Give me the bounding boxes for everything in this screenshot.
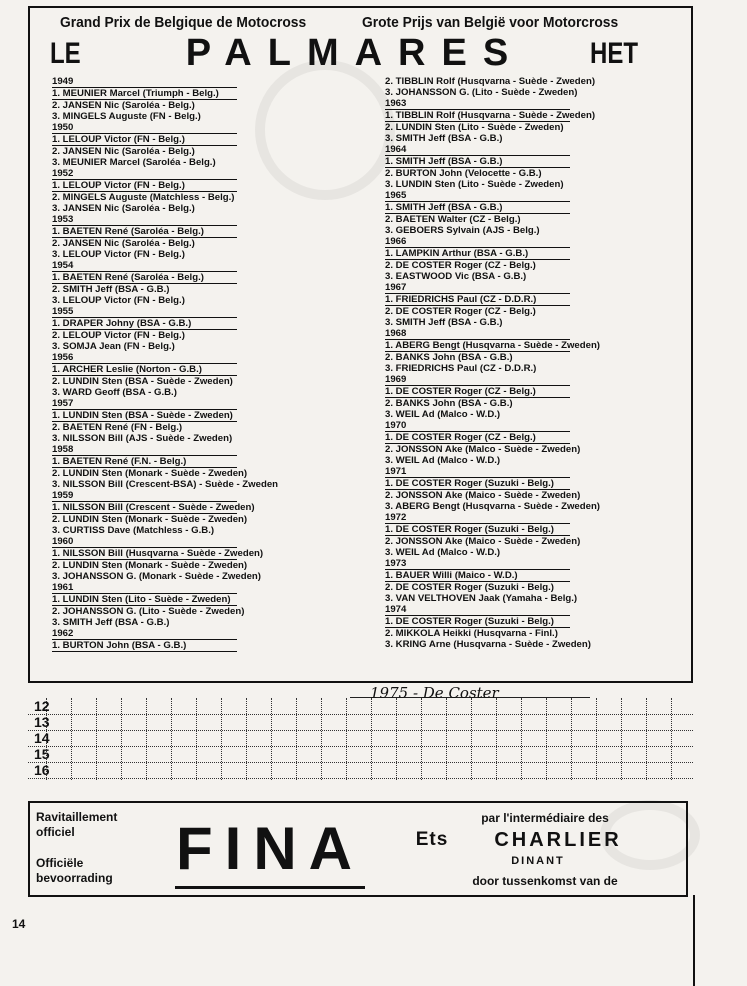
year-heading: 1957 (52, 398, 237, 410)
ad-company-name: CHARLIER (494, 829, 622, 851)
grid-column-line (321, 698, 322, 780)
result-entry: 1. DE COSTER Roger (CZ - Belg.) (385, 386, 570, 398)
result-entry: 1. MEUNIER Marcel (Triumph - Belg.) (52, 88, 237, 100)
grid-column-line (296, 698, 297, 780)
result-entry: 2. LUNDIN Sten (Monark - Suède - Zweden) (52, 514, 248, 525)
result-entry: 2. MINGELS Auguste (Matchless - Belg.) (52, 192, 235, 203)
year-heading: 1958 (52, 444, 237, 456)
result-entry: 2. TIBBLIN Rolf (Husqvarna - Suède - Zweden) (385, 76, 596, 87)
header-dutch-title: Grote Prijs van België voor Motorcross (362, 14, 619, 31)
grid-column-line (246, 698, 247, 780)
grid-column-line (396, 698, 397, 780)
year-heading: 1964 (385, 144, 570, 156)
results-column-left (52, 76, 352, 652)
grid-column-line (546, 698, 547, 780)
grid-column-line (521, 698, 522, 780)
grid-row-number: 13 (34, 714, 50, 730)
result-entry: 2. DE COSTER Roger (CZ - Belg.) (385, 306, 536, 317)
result-entry: 3. EASTWOOD Vic (BSA - G.B.) (385, 271, 527, 282)
result-entry: 1. DE COSTER Roger (Suzuki - Belg.) (385, 616, 570, 628)
result-entry: 1. ARCHER Leslie (Norton - G.B.) (52, 364, 237, 376)
grid-column-line (646, 698, 647, 780)
ad-line-officiel: officiel (36, 825, 75, 839)
result-entry: 1. LUNDIN Sten (Lito - Suède - Zweden) (52, 594, 237, 606)
result-entry: 2. LUNDIN Sten (Monark - Suède - Zweden) (52, 468, 248, 479)
result-entry: 3. WEIL Ad (Malco - W.D.) (385, 455, 501, 466)
grid-column-line (346, 698, 347, 780)
result-entry: 1. LUNDIN Sten (BSA - Suède - Zweden) (52, 410, 237, 422)
year-heading: 1968 (385, 328, 570, 340)
result-entry: 1. BAETEN René (Saroléa - Belg.) (52, 226, 237, 238)
result-entry: 2. JONSSON Ake (Malco - Suède - Zweden) (385, 444, 581, 455)
result-entry: 1. LELOUP Victor (FN - Belg.) (52, 134, 237, 146)
year-heading: 1953 (52, 214, 237, 226)
year-heading: 1966 (385, 236, 570, 248)
grid-row (28, 762, 693, 779)
result-entry: 3. JOHANSSON G. (Monark - Suède - Zweden) (52, 571, 261, 582)
year-heading: 1965 (385, 190, 570, 202)
year-heading: 1974 (385, 604, 570, 616)
result-entry: 2. JANSEN Nic (Saroléa - Belg.) (52, 146, 195, 157)
result-entry: 2. DE COSTER Roger (CZ - Belg.) (385, 260, 536, 271)
result-entry: 1. DE COSTER Roger (Suzuki - Belg.) (385, 524, 570, 536)
header-french-title: Grand Prix de Belgique de Motocross (60, 14, 307, 31)
grid-column-line (146, 698, 147, 780)
year-heading: 1969 (385, 374, 570, 386)
result-entry: 3. NILSSON Bill (Crescent-BSA) - Suède - Zweden (52, 479, 279, 490)
grid-row (28, 746, 693, 763)
grid-row-number: 15 (34, 746, 50, 762)
result-entry: 2. JOHANSSON G. (Lito - Suède - Zweden) (52, 606, 245, 617)
grid-column-line (271, 698, 272, 780)
result-entry: 3. ABERG Bengt (Husqvarna - Suède - Zweden) (385, 501, 600, 512)
result-entry: 2. JANSEN Nic (Saroléa - Belg.) (52, 238, 195, 249)
grid-column-line (596, 698, 597, 780)
year-heading: 1960 (52, 536, 237, 548)
ad-line-ravitaillement: Ravitaillement (36, 810, 118, 824)
result-entry: 3. GEBOERS Sylvain (AJS - Belg.) (385, 225, 540, 236)
result-entry: 3. CURTISS Dave (Matchless - G.B.) (52, 525, 215, 536)
result-entry: 2. JONSSON Ake (Maico - Suède - Zweden) (385, 490, 581, 501)
grid-row (28, 698, 693, 715)
result-entry: 3. KRING Arne (Husqvarna - Suède - Zweden) (385, 639, 591, 650)
grid-row-number: 14 (34, 730, 50, 746)
grid-column-line (46, 698, 47, 780)
result-entry: 3. LUNDIN Sten (Lito - Suède - Zweden) (385, 179, 564, 190)
side-label-het: HET (590, 37, 638, 70)
page-number: 14 (12, 917, 26, 931)
grid-column-line (571, 698, 572, 780)
ad-intermediary-nl: door tussenkomst van de (472, 874, 618, 888)
result-entry: 1. SMITH Jeff (BSA - G.B.) (385, 202, 570, 214)
result-entry: 3. SMITH Jeff (BSA - G.B.) (52, 617, 170, 628)
year-heading: 1952 (52, 168, 237, 180)
result-entry: 1. ABERG Bengt (Husqvarna - Suède - Zweden) (385, 340, 600, 351)
result-entry: 3. JOHANSSON G. (Lito - Suède - Zweden) (385, 87, 578, 98)
result-entry: 1. BAETEN René (Saroléa - Belg.) (52, 272, 237, 284)
result-entry: 3. LELOUP Victor (FN - Belg.) (52, 249, 185, 260)
result-entry: 1. NILSSON Bill (Crescent - Suède - Zweden) (52, 502, 255, 513)
year-heading: 1949 (52, 76, 237, 88)
result-entry: 2. BANKS John (BSA - G.B.) (385, 398, 513, 409)
handwritten-note: 1975 - De Coster (370, 684, 499, 702)
result-entry: 2. JANSEN Nic (Saroléa - Belg.) (52, 100, 195, 111)
grid-column-line (621, 698, 622, 780)
year-heading: 1973 (385, 558, 570, 570)
grid-column-line (421, 698, 422, 780)
result-entry: 2. JONSSON Ake (Maico - Suède - Zweden) (385, 536, 581, 547)
result-entry: 3. MINGELS Auguste (FN - Belg.) (52, 111, 201, 122)
year-heading: 1956 (52, 352, 237, 364)
result-entry: 2. LUNDIN Sten (Lito - Suède - Zweden) (385, 122, 564, 133)
grid-row-number: 16 (34, 762, 50, 778)
year-heading: 1963 (385, 98, 570, 110)
result-entry: 1. TIBBLIN Rolf (Husqvarna - Suède - Zweden) (385, 110, 596, 121)
year-heading: 1950 (52, 122, 237, 134)
side-label-le: LE (50, 37, 81, 70)
margin-rule (693, 895, 695, 986)
grid-column-line (196, 698, 197, 780)
result-entry: 1. BURTON John (BSA - G.B.) (52, 640, 237, 652)
year-heading: 1967 (385, 282, 570, 294)
result-entry: 3. SOMJA Jean (FN - Belg.) (52, 341, 175, 352)
result-entry: 2. LUNDIN Sten (BSA - Suède - Zweden) (52, 376, 233, 387)
result-entry: 2. BANKS John (BSA - G.B.) (385, 352, 513, 363)
results-column-right (385, 76, 685, 650)
year-heading: 1971 (385, 466, 570, 478)
ad-company-city: DINANT (511, 855, 565, 867)
result-entry: 2. BAETEN René (FN - Belg.) (52, 422, 183, 433)
grid-column-line (371, 698, 372, 780)
result-entry: 3. WEIL Ad (Malco - W.D.) (385, 547, 501, 558)
ad-company-prefix: Ets (415, 829, 449, 850)
year-heading: 1962 (52, 628, 237, 640)
year-heading: 1961 (52, 582, 237, 594)
result-entry: 3. NILSSON Bill (AJS - Suède - Zweden) (52, 433, 233, 444)
result-entry: 2. LUNDIN Sten (Monark - Suède - Zweden) (52, 560, 248, 571)
result-entry: 3. SMITH Jeff (BSA - G.B.) (385, 133, 503, 144)
year-heading: 1955 (52, 306, 237, 318)
result-entry: 3. FRIEDRICHS Paul (CZ - D.D.R.) (385, 363, 537, 374)
result-entry: 3. JANSEN Nic (Saroléa - Belg.) (52, 203, 195, 214)
result-entry: 1. BAETEN René (F.N. - Belg.) (52, 456, 237, 468)
ad-line-officiele: Officiële (36, 856, 84, 870)
year-heading: 1954 (52, 260, 237, 272)
result-entry: 1. LAMPKIN Arthur (BSA - G.B.) (385, 248, 570, 260)
result-entry: 2. MIKKOLA Heikki (Husqvarna - Finl.) (385, 628, 558, 639)
result-entry: 2. BAETEN Walter (CZ - Belg.) (385, 214, 521, 225)
grid-column-line (471, 698, 472, 780)
result-entry: 3. LELOUP Victor (FN - Belg.) (52, 295, 185, 306)
grid-column-line (496, 698, 497, 780)
result-entry: 3. MEUNIER Marcel (Saroléa - Belg.) (52, 157, 216, 168)
year-heading: 1970 (385, 420, 570, 432)
grid-column-line (121, 698, 122, 780)
result-entry: 2. LELOUP Victor (FN - Belg.) (52, 330, 185, 341)
result-entry: 1. BAUER Willi (Maico - W.D.) (385, 570, 570, 582)
results-entry-grid (28, 698, 693, 780)
grid-column-line (171, 698, 172, 780)
result-entry: 1. DE COSTER Roger (CZ - Belg.) (385, 432, 570, 444)
result-entry: 2. SMITH Jeff (BSA - G.B.) (52, 284, 170, 295)
grid-column-line (96, 698, 97, 780)
grid-row-number: 12 (34, 698, 50, 714)
grid-column-line (446, 698, 447, 780)
result-entry: 1. DRAPER Johny (BSA - G.B.) (52, 318, 237, 330)
ad-line-bevoorrading: bevoorrading (36, 871, 113, 885)
year-heading: 1972 (385, 512, 570, 524)
grid-column-line (71, 698, 72, 780)
result-entry: 1. NILSSON Bill (Husqvarna - Suède - Zweden) (52, 548, 264, 559)
result-entry: 3. SMITH Jeff (BSA - G.B.) (385, 317, 503, 328)
result-entry: 3. WARD Geoff (BSA - G.B.) (52, 387, 177, 398)
grid-column-line (671, 698, 672, 780)
result-entry: 1. LELOUP Victor (FN - Belg.) (52, 180, 237, 192)
result-entry: 1. FRIEDRICHS Paul (CZ - D.D.R.) (385, 294, 570, 306)
year-heading: 1959 (52, 490, 237, 502)
result-entry: 1. DE COSTER Roger (Suzuki - Belg.) (385, 478, 570, 490)
result-entry: 3. WEIL Ad (Malco - W.D.) (385, 409, 501, 420)
result-entry: 3. VAN VELTHOVEN Jaak (Yamaha - Belg.) (385, 593, 578, 604)
result-entry: 2. DE COSTER Roger (Suzuki - Belg.) (385, 582, 554, 593)
fina-logo: FINA (175, 812, 365, 889)
grid-row (28, 730, 693, 747)
grid-row (28, 714, 693, 731)
result-entry: 2. BURTON John (Velocette - G.B.) (385, 168, 542, 179)
grid-column-line (221, 698, 222, 780)
page-title: PALMARES (185, 32, 525, 74)
result-entry: 1. SMITH Jeff (BSA - G.B.) (385, 156, 570, 168)
ad-intermediary-fr: par l'intermédiaire des (481, 811, 609, 825)
